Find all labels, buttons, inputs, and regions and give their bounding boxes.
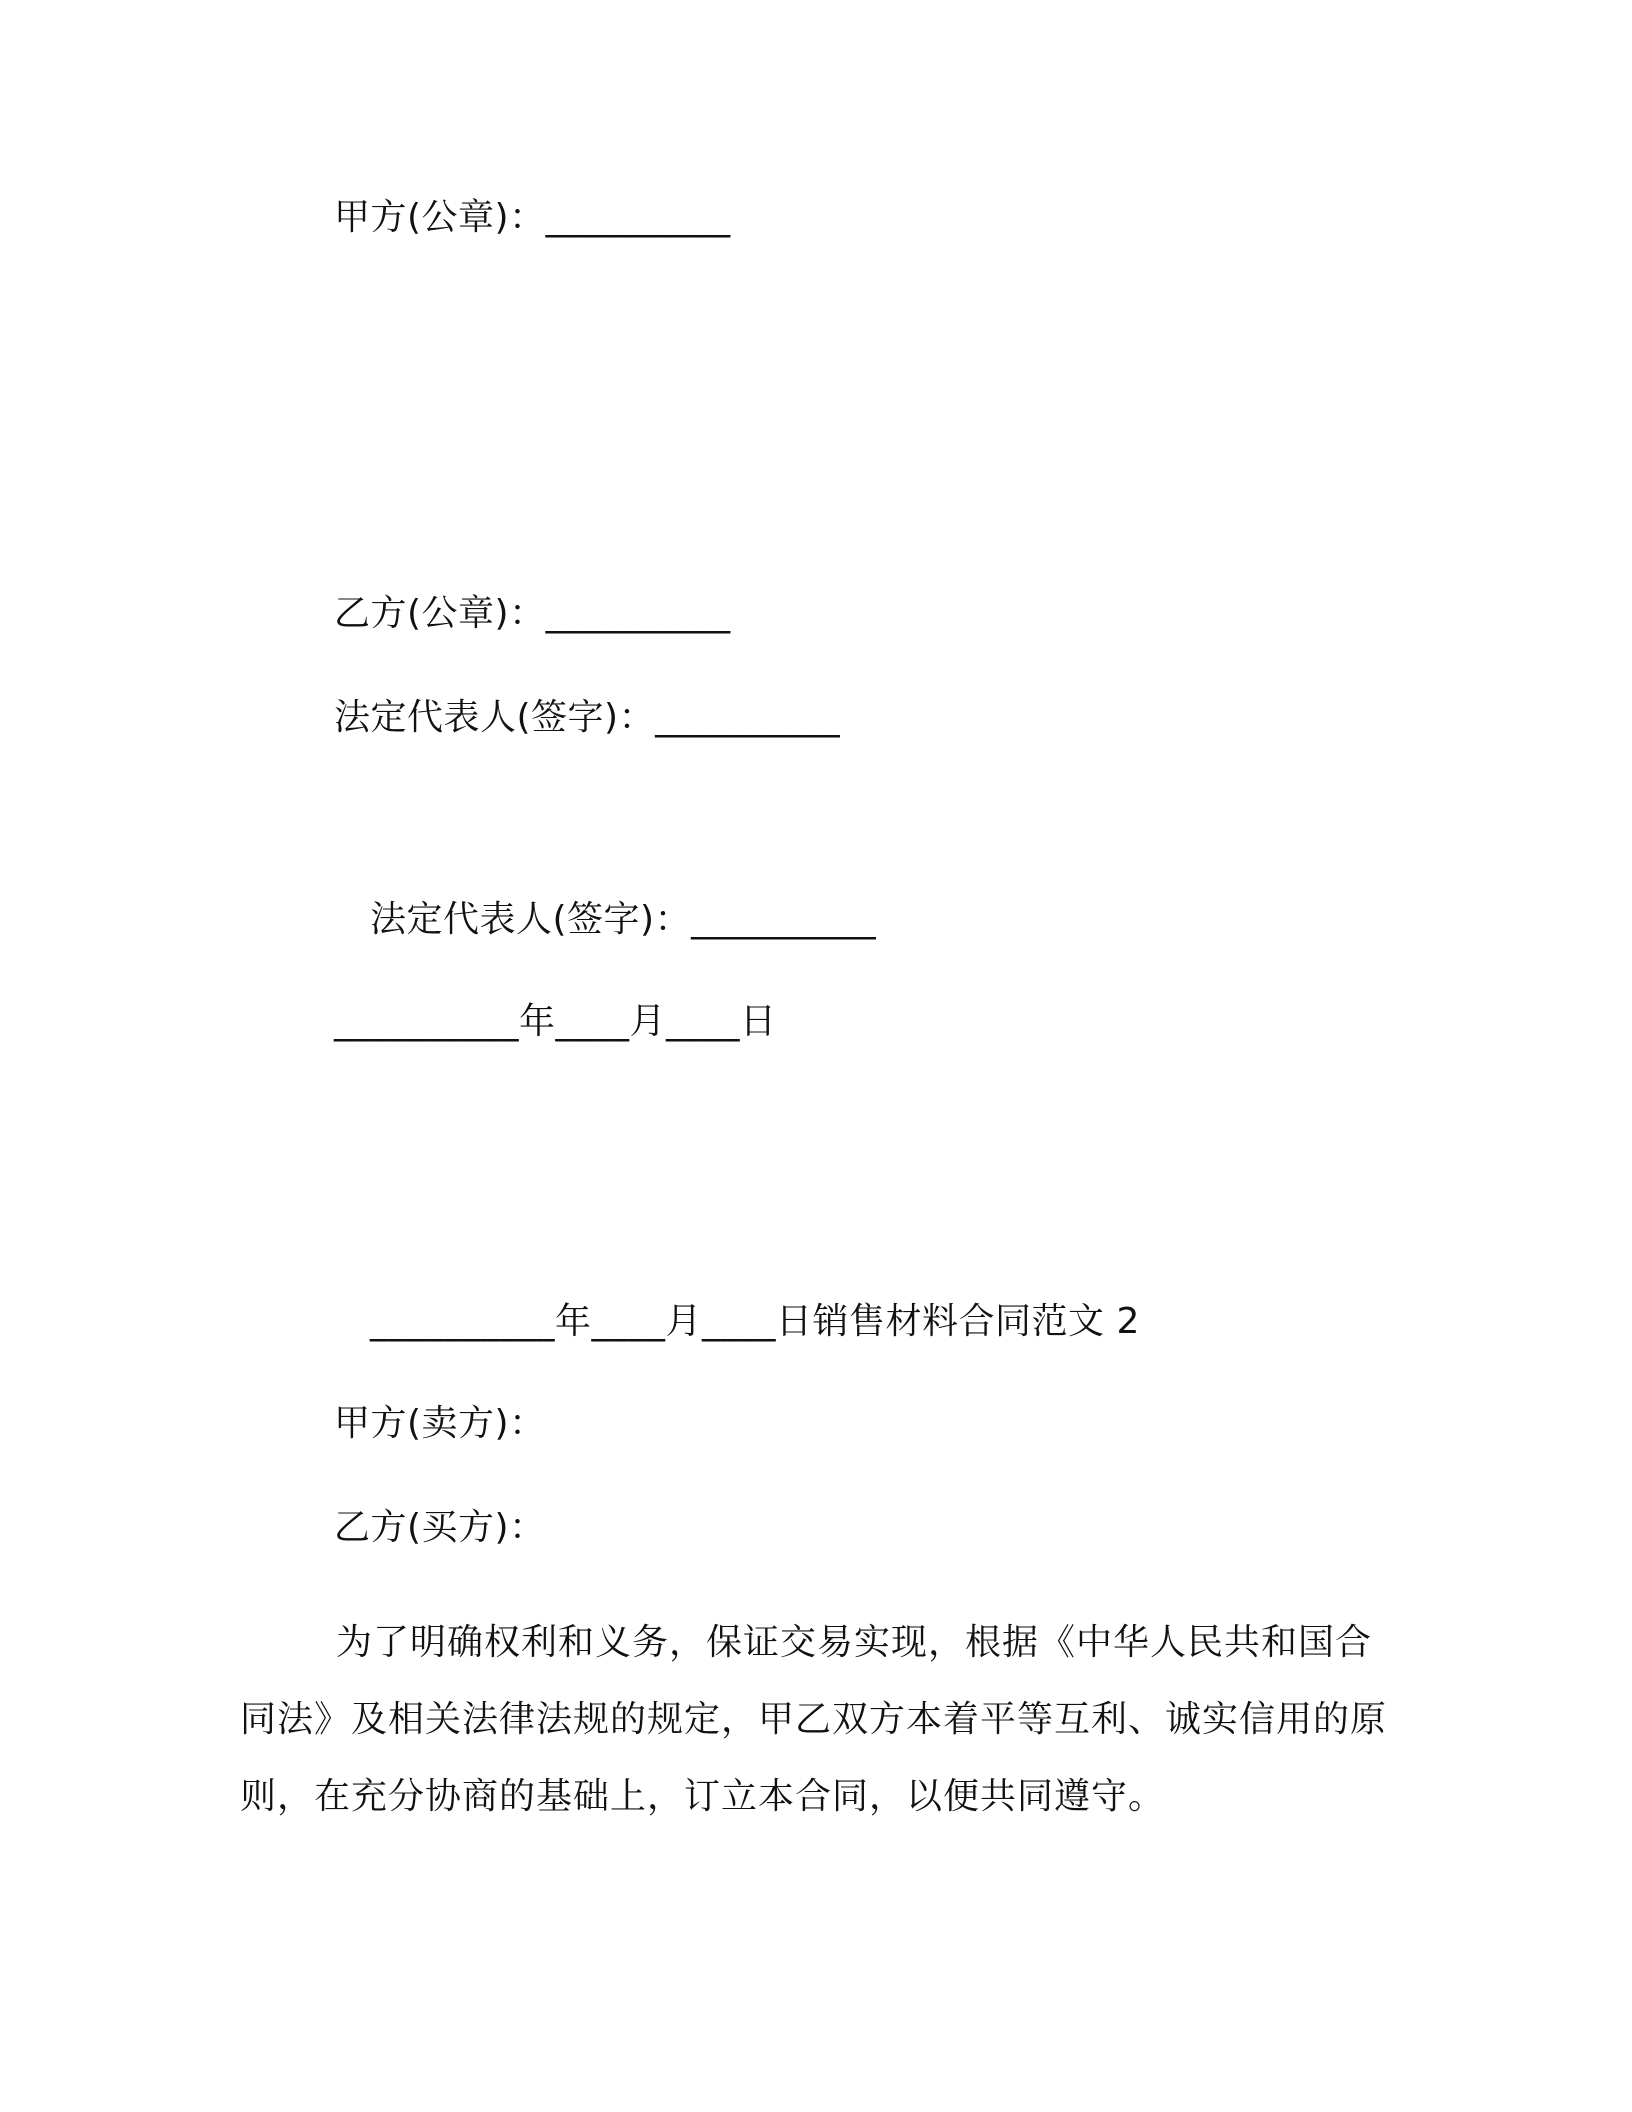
party-a-seller-line: 甲方(卖方)： xyxy=(334,1403,546,1444)
legal-rep-signature-line: 法定代表人(签字)：__________ xyxy=(370,899,877,940)
party-b-buyer-line: 乙方(买方)： xyxy=(334,1507,546,1548)
date-line: __________年____月____日 xyxy=(334,1001,777,1042)
preamble-paragraph: 为了明确权利和义务，保证交易实现，根据《中华人民共和国合同法》及相关法律法规的规定，甲乙双方本着平等互利、诚实信用的原则，在充分协商的基础上，订立本合同，以便共同遵守。 xyxy=(240,1622,1388,1817)
contract-title: __________年____月____日销售材料合同范文 2 xyxy=(370,1301,1140,1342)
party-a-seal-line: 甲方(公章)：__________ xyxy=(334,197,731,238)
legal-rep-signature-line: 法定代表人(签字)：__________ xyxy=(334,697,841,738)
party-b-seal-line: 乙方(公章)：__________ xyxy=(334,593,731,634)
